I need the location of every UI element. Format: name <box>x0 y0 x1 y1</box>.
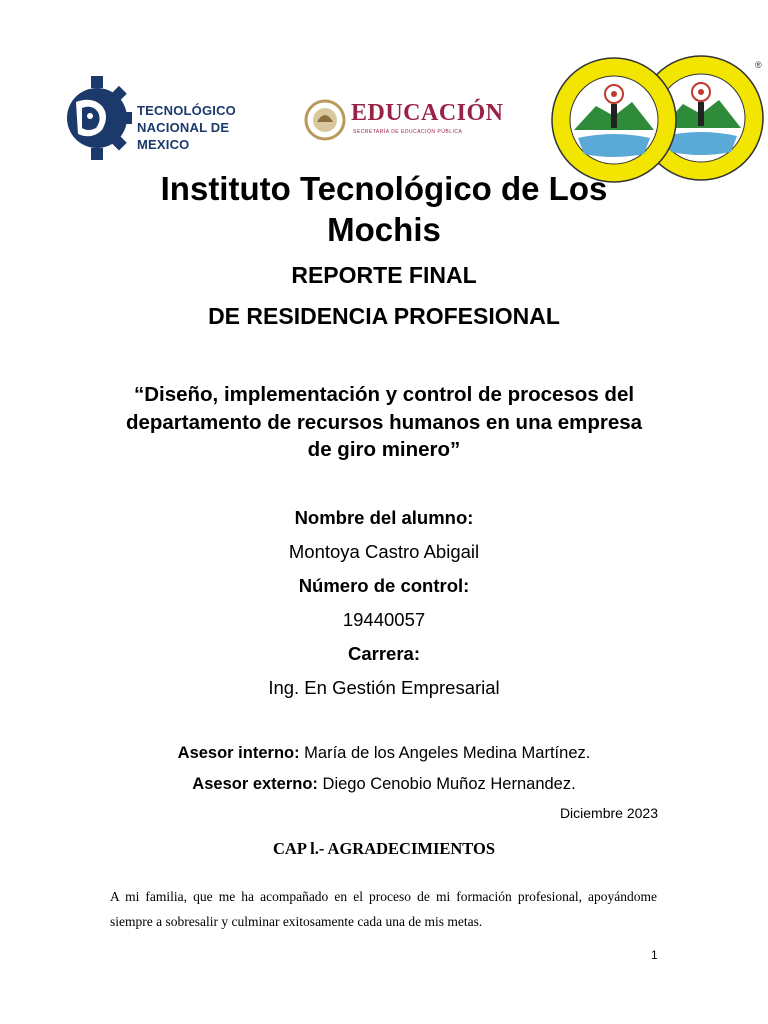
educacion-word: EDUCACIÓN <box>351 100 504 126</box>
tecnm-logo <box>62 72 282 164</box>
career-label: Carrera: <box>348 643 420 664</box>
external-advisor-label: Asesor externo: <box>192 775 318 793</box>
career: Ing. En Gestión Empresarial <box>268 677 500 698</box>
institute-title-line2: Mochis <box>327 211 441 248</box>
coat-of-arms-icon <box>303 98 347 142</box>
internal-advisor-label: Asesor interno: <box>177 744 300 762</box>
internal-advisor <box>0 744 768 763</box>
external-advisor-name: Diego Cenobio Muñoz Hernandez. <box>317 775 576 793</box>
chapter-paragraph: A mi familia, que me ha acompañado en el proceso de mi formación profesional, apoyándome siempre a sobresalir y culminar exitosamente cada una de mis metas. <box>110 889 657 929</box>
report-title-line1: REPORTE FINAL <box>291 262 477 288</box>
internal-advisor-name: María de los Angeles Medina Martínez. <box>299 744 591 762</box>
control-number-label: Número de control: <box>298 575 470 596</box>
educacion-subtitle: SECRETARÍA DE EDUCACIÓN PÚBLICA <box>353 129 463 135</box>
page-number: 1 <box>651 948 658 962</box>
tecnm-gear-icon <box>62 72 132 164</box>
tecnm-line1: TECNOLÓGICO <box>137 103 236 118</box>
itlm-seal-icon <box>546 52 768 188</box>
registered-mark: ® <box>755 60 762 70</box>
report-date: Diciembre 2023 <box>559 805 658 821</box>
control-number: 19440057 <box>342 609 426 630</box>
institute-title-line1: Instituto Tecnológico de Los <box>160 170 608 207</box>
project-title: “Diseño, implementación y control de procesos del departamento de recursos humanos en una empresa de giro minero” <box>125 383 643 461</box>
external-advisor <box>0 775 768 794</box>
report-title-line2: DE RESIDENCIA PROFESIONAL <box>208 303 560 329</box>
educacion-logo <box>303 98 513 144</box>
student-name: Montoya Castro Abigail <box>288 541 480 562</box>
student-name-label: Nombre del alumno: <box>294 507 474 528</box>
chapter-title: CAP l.- AGRADECIMIENTOS <box>272 839 496 858</box>
itlm-seals <box>546 52 768 188</box>
tecnm-line2: NACIONAL DE MEXICO <box>137 120 230 152</box>
